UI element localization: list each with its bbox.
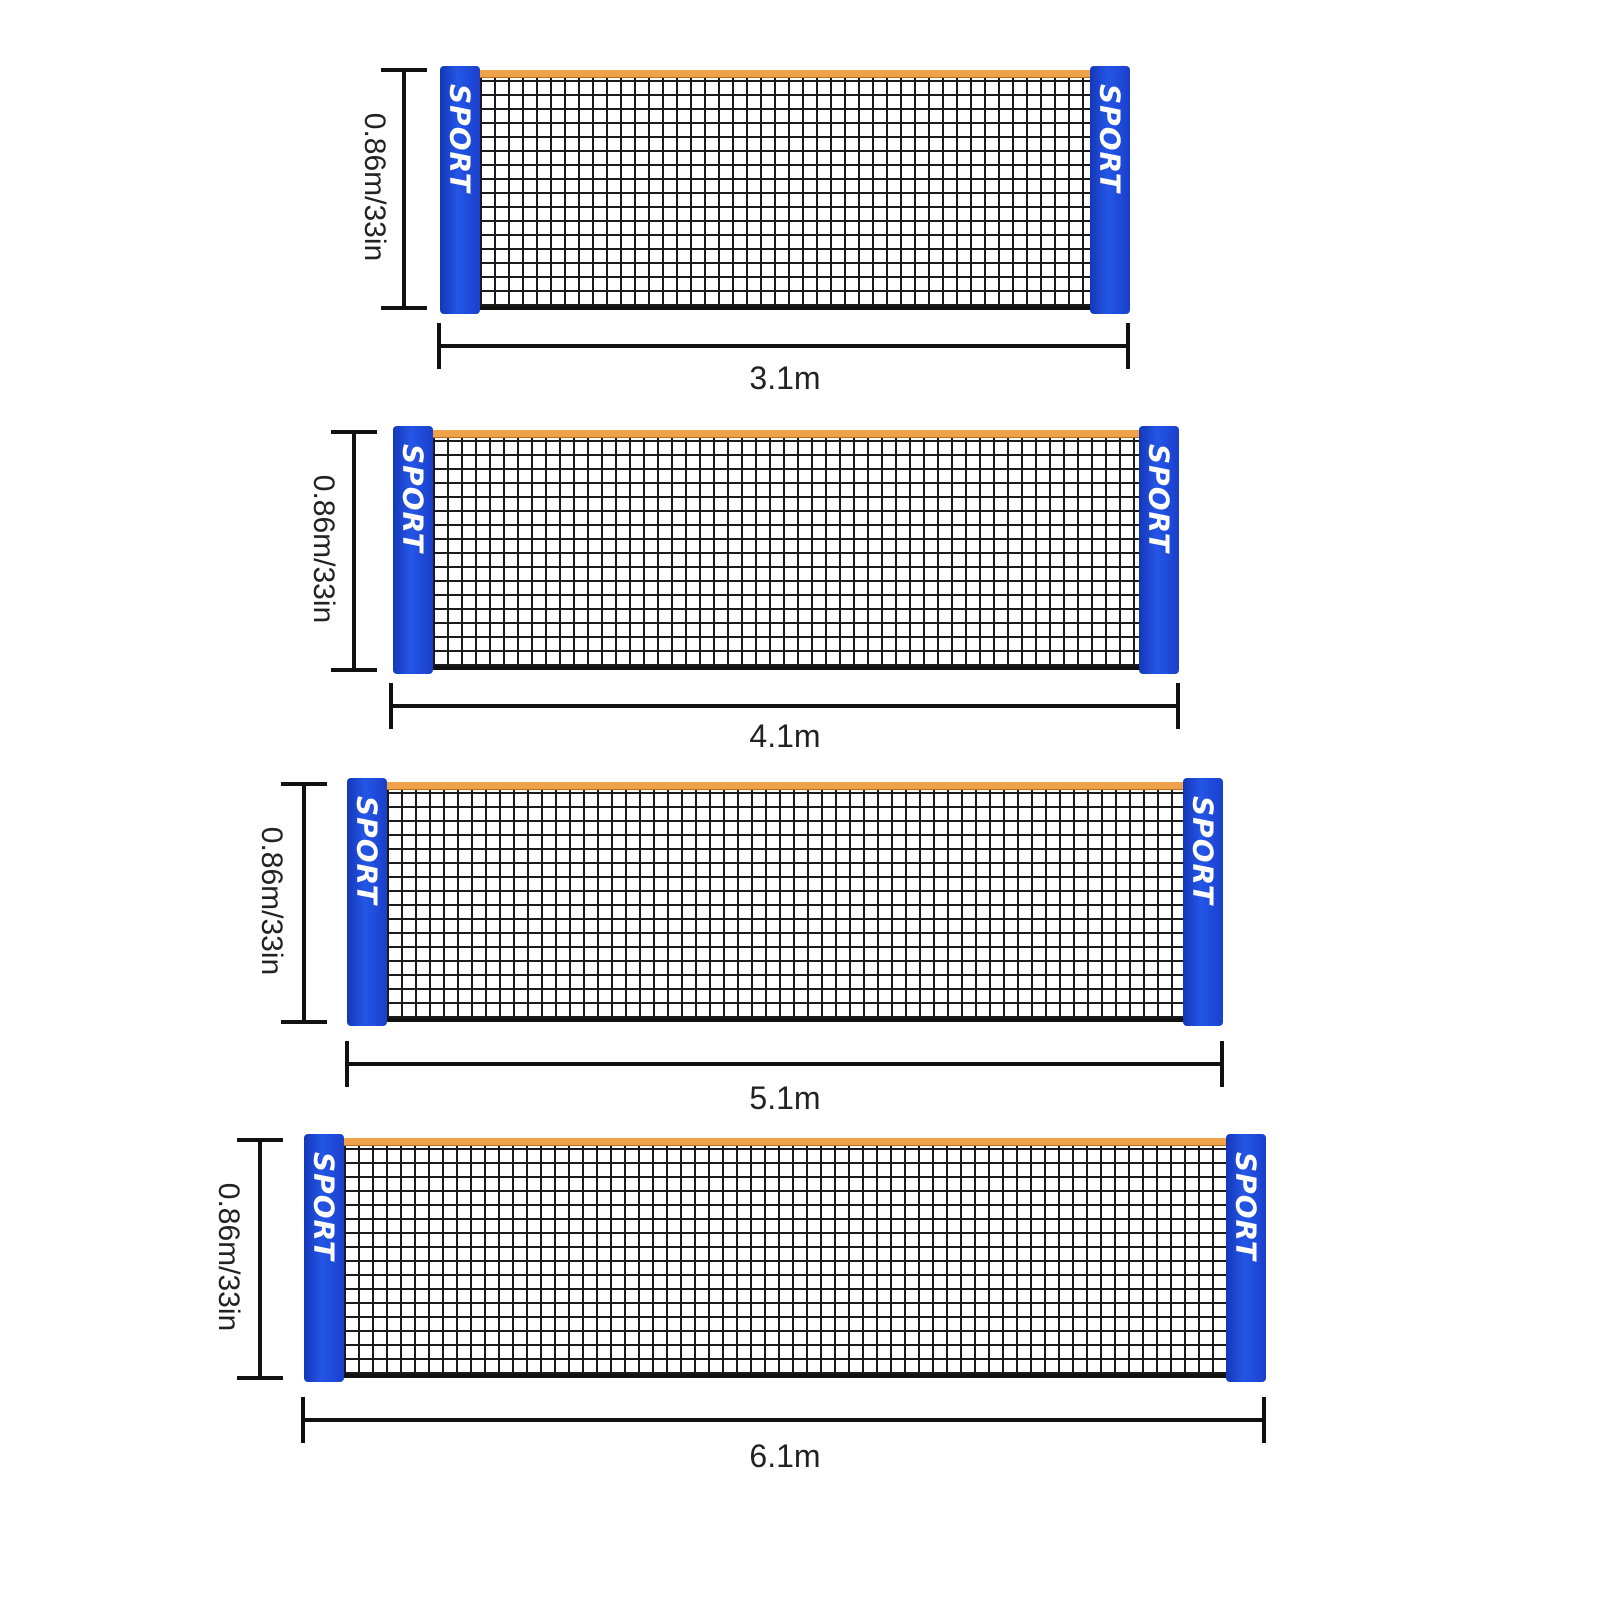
width-dimension-cap (301, 1397, 305, 1443)
right-post (1090, 66, 1130, 314)
net-6-1m (304, 1138, 1266, 1378)
height-dimension-cap (331, 430, 377, 434)
height-dimension-cap (281, 782, 327, 786)
post-label: SPORT (443, 84, 477, 193)
width-dimension-cap (1220, 1041, 1224, 1087)
width-dimension-cap (1262, 1397, 1266, 1443)
net-4-1m (393, 430, 1179, 670)
net-3-1m (440, 70, 1130, 310)
post-label: SPORT (1142, 444, 1176, 553)
right-post (1183, 778, 1223, 1026)
height-dimension-cap (331, 668, 377, 672)
post-label: SPORT (1093, 84, 1127, 193)
height-dimension-cap (281, 1020, 327, 1024)
width-label: 3.1m (749, 360, 821, 396)
height-dimension-line (352, 432, 356, 672)
net-mesh (344, 1146, 1226, 1378)
left-post (440, 66, 480, 314)
width-label: 4.1m (749, 718, 821, 754)
height-label: 0.86m/33in (307, 474, 340, 624)
post-label: SPORT (1229, 1152, 1263, 1261)
post-label: SPORT (396, 444, 430, 553)
width-dimension-line (440, 344, 1130, 348)
net-5-1m (347, 782, 1223, 1022)
left-post (304, 1134, 344, 1382)
height-dimension-line (258, 1140, 262, 1380)
post-label: SPORT (350, 796, 384, 905)
width-label: 5.1m (749, 1080, 821, 1116)
width-dimension-line (304, 1418, 1266, 1422)
height-label: 0.86m/33in (255, 826, 288, 976)
width-dimension-line (392, 704, 1180, 708)
width-dimension-cap (1176, 683, 1180, 729)
net-mesh (480, 78, 1090, 310)
width-label: 6.1m (749, 1438, 821, 1474)
post-label: SPORT (307, 1152, 341, 1261)
width-dimension-cap (1126, 323, 1130, 369)
right-post (1226, 1134, 1266, 1382)
height-dimension-cap (237, 1138, 283, 1142)
height-dimension-line (402, 70, 406, 310)
right-post (1139, 426, 1179, 674)
height-dimension-cap (381, 68, 427, 72)
width-dimension-line (348, 1062, 1224, 1066)
net-mesh (387, 790, 1183, 1022)
height-dimension-line (302, 784, 306, 1024)
width-dimension-cap (389, 683, 393, 729)
height-dimension-cap (237, 1376, 283, 1380)
left-post (347, 778, 387, 1026)
net-mesh (433, 438, 1139, 670)
width-dimension-cap (345, 1041, 349, 1087)
left-post (393, 426, 433, 674)
width-dimension-cap (437, 323, 441, 369)
height-label: 0.86m/33in (212, 1182, 245, 1332)
post-label: SPORT (1186, 796, 1220, 905)
height-dimension-cap (381, 306, 427, 310)
height-label: 0.86m/33in (358, 112, 391, 262)
